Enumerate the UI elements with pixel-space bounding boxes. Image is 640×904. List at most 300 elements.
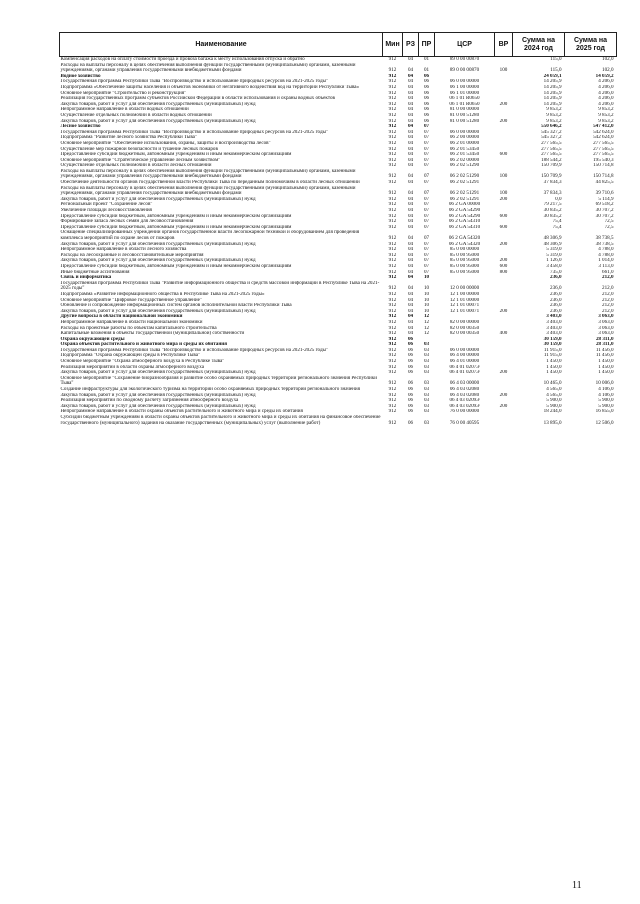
- row-rz: 04: [407, 275, 414, 281]
- row-sum-2025: 3 063,0: [598, 314, 614, 320]
- row-sum-2025: 4 206,0: [598, 101, 614, 107]
- row-vr: 200: [499, 241, 508, 247]
- row-name: Реализация мероприятий по сводному расчету загрязнения атмосферного воздуха: [60, 398, 239, 404]
- row-rz: 06: [407, 387, 414, 393]
- row-csr: 06 4 03 02080: [449, 387, 480, 393]
- row-sum-2024: 550 646,2: [541, 124, 562, 130]
- row-sum-2024: 30 159,0: [543, 336, 562, 342]
- row-sum-2025: 1 450,0: [598, 370, 614, 376]
- row-pr: 06: [423, 118, 430, 124]
- row-name: Расходы на лесоохранные и лесовосстановительные мероприятия: [60, 252, 204, 258]
- row-csr: 06 0 00 00000: [449, 79, 480, 85]
- row-sum-2025: 212,0: [602, 275, 614, 281]
- header-rz: РЗ: [403, 33, 419, 57]
- row-sum-2025: 212,0: [602, 291, 614, 297]
- row-min: 912: [388, 342, 397, 348]
- row-vr: [495, 415, 513, 426]
- row-sum-2025: 69 518,2: [595, 202, 614, 208]
- row-rz: 06: [407, 342, 414, 348]
- row-sum-2024: 3 403,0: [546, 325, 562, 331]
- row-csr: 85 0 00 95000: [449, 269, 480, 275]
- row-csr: 06 2 02 00000: [449, 157, 480, 163]
- row-vr: 200: [499, 118, 508, 124]
- row-pr: 06: [423, 84, 430, 90]
- row-pr: 12: [423, 331, 430, 337]
- row-sum-2025: 5 114,9: [598, 196, 614, 202]
- row-sum-2024: 14 205,9: [543, 84, 562, 90]
- header-csr: ЦСР: [435, 33, 495, 57]
- row-pr: 06: [423, 107, 430, 113]
- row-rz: 04: [407, 157, 414, 163]
- row-sum-2024: 13 895,0: [543, 419, 562, 426]
- row-pr: 07: [423, 263, 430, 269]
- row-csr: 82 0 00 00000: [449, 319, 480, 325]
- row-sum-2025: 5 900,0: [598, 398, 614, 404]
- row-pr: 07: [423, 152, 430, 158]
- row-sum-2024: 14 205,9: [543, 96, 562, 102]
- row-sum-2025: 44 825,5: [595, 180, 614, 186]
- row-min: 912: [388, 331, 397, 337]
- row-min: 912: [388, 387, 397, 393]
- row-pr: 03: [423, 380, 430, 387]
- row-csr: 06 2 01 53450: [449, 146, 480, 152]
- row-rz: 04: [407, 219, 414, 225]
- row-sum-2025: 4 206,0: [598, 90, 614, 96]
- row-min: 912: [388, 135, 397, 141]
- row-sum-2025: 72,5: [604, 219, 614, 225]
- row-pr: 06: [423, 101, 430, 107]
- row-min: 912: [388, 101, 397, 107]
- row-name: Непрограммное направление в области охраны объектов растительного и животного мира и среды их обитания: [60, 409, 303, 415]
- row-csr: 06 2 02 51291: [449, 180, 480, 186]
- row-csr: 06 0 00 00000: [449, 347, 480, 353]
- row-name: Государственная программа Республики Тыва "Воспроизводство и использование природных ресурсов на 2021-2025 годы": [60, 129, 329, 135]
- row-sum-2025: 4 206,0: [598, 84, 614, 90]
- row-vr: 200: [499, 392, 508, 398]
- row-name: Предоставление субсидий бюджетным, автономным учреждениям и иным некоммерческим организациям: [60, 263, 292, 269]
- row-min: 912: [388, 252, 397, 258]
- row-csr: 06 4 03 02080: [449, 392, 480, 398]
- row-sum-2024: 236,0: [550, 291, 562, 297]
- row-rz: 04: [407, 67, 414, 74]
- budget-table: [59, 32, 617, 426]
- row-sum-2024: 5 319,0: [546, 247, 562, 253]
- row-sum-2024: 545 327,2: [541, 135, 562, 141]
- row-min: 912: [388, 359, 397, 365]
- row-sum-2024: 1 450,0: [546, 359, 562, 365]
- row-pr: 03: [423, 359, 430, 365]
- row-sum-2024: 1 450,0: [546, 370, 562, 376]
- table-row: [60, 230, 617, 241]
- row-pr: 01: [423, 56, 430, 62]
- row-min: 912: [388, 325, 397, 331]
- row-sum-2024: 48 306,9: [543, 241, 562, 247]
- row-pr: 07: [423, 157, 430, 163]
- row-pr: 07: [423, 140, 430, 146]
- row-csr: 06 4 01 0207Э: [449, 370, 480, 376]
- row-csr: 12 1 01 00071: [449, 308, 480, 314]
- row-min: 912: [388, 213, 397, 219]
- row-rz: 04: [407, 190, 414, 197]
- row-rz: 06: [407, 353, 414, 359]
- row-vr: 600: [499, 213, 508, 219]
- row-name: Непрограммное направление в области национальной экономики: [60, 319, 203, 325]
- table-row: [60, 63, 617, 74]
- row-name: Закупка товаров, работ и услуг для обеспечения государственных (муниципальных) нужд: [60, 308, 256, 314]
- row-csr: 82 0 00 00350: [449, 325, 480, 331]
- row-csr: 06 2 GA 00000: [448, 202, 481, 208]
- row-rz: 04: [407, 314, 414, 320]
- row-pr: 07: [423, 235, 430, 241]
- row-name: Государственная программа Республики Тыва "Воспроизводство и использование природных ресурсов на 2021-2025 годы": [60, 347, 329, 353]
- row-min: 912: [388, 129, 397, 135]
- row-rz: 04: [407, 180, 414, 186]
- row-rz: 04: [407, 163, 414, 169]
- row-pr: 07: [423, 224, 430, 230]
- row-min: 912: [388, 269, 397, 275]
- row-sum-2024: 735,0: [550, 269, 562, 275]
- row-csr: 06 2 GA 54320: [448, 241, 481, 247]
- row-name: Осуществление отдельных полномочий в области водных отношений: [60, 112, 212, 118]
- row-pr: 10: [423, 285, 430, 292]
- row-rz: 04: [407, 101, 414, 107]
- row-rz: 06: [407, 392, 414, 398]
- row-rz: 04: [407, 73, 414, 79]
- table-row: [60, 376, 617, 387]
- row-name: Подпрограмма «Обеспечение защиты населения и объектов экономики от негативного воздействия вод на территории Республики Тыва»: [60, 84, 360, 90]
- row-pr: 03: [423, 364, 430, 370]
- row-rz: 04: [407, 208, 414, 214]
- row-rz: 04: [407, 241, 414, 247]
- row-rz: 04: [407, 196, 414, 202]
- row-sum-2025: 30 707,2: [595, 213, 614, 219]
- row-name: Связь и информатика: [60, 275, 112, 281]
- row-name: Подпрограмма «Развитие информационного общества в Республике Тыва на 2021-2025 годы»: [60, 291, 265, 297]
- row-rz: 04: [407, 140, 414, 146]
- row-rz: 04: [407, 96, 414, 102]
- row-min: 912: [388, 308, 397, 314]
- row-rz: 04: [407, 129, 414, 135]
- row-pr: 07: [423, 124, 430, 130]
- row-pr: 01: [423, 67, 430, 74]
- row-name: Закупка товаров, работ и услуг для обеспечения государственных (муниципальных) нужд: [60, 196, 256, 202]
- row-name: Расходы на проектные работы по объектам капитального строительства: [60, 325, 217, 331]
- row-pr: 10: [423, 303, 430, 309]
- row-rz: 04: [407, 297, 414, 303]
- row-min: 912: [388, 73, 397, 79]
- row-pr: 03: [423, 403, 430, 409]
- row-name: Субсидии бюджетным учреждениям в области охраны объектов растительного и животного мира и среды их обитания на финансовое обеспечение государственного (муниципального) задания на оказание государственных (муниципальных) услуг (выполнение работ): [60, 415, 381, 426]
- row-vr: 100: [499, 173, 508, 180]
- row-name: Закупка товаров, работ и услуг для обеспечения государственных (муниципальных) нужд: [60, 118, 256, 124]
- row-name: Закупка товаров, работ и услуг для обеспечения государственных (муниципальных) нужд: [60, 101, 256, 107]
- row-name: Предоставление субсидий бюджетным, автономным учреждениям и иным некоммерческим организациям: [60, 224, 292, 230]
- row-vr: 100: [499, 67, 508, 74]
- row-pr: 07: [423, 269, 430, 275]
- row-csr: 06 2 01 53450: [449, 152, 480, 158]
- row-sum-2024: 5 319,0: [546, 252, 562, 258]
- row-pr: 10: [423, 291, 430, 297]
- row-sum-2024: 4 565,0: [546, 392, 562, 398]
- row-min: 912: [388, 84, 397, 90]
- row-sum-2025: 3 063,0: [598, 331, 614, 337]
- row-rz: 06: [407, 398, 414, 404]
- row-pr: 07: [423, 190, 430, 197]
- row-rz: 06: [407, 419, 414, 426]
- row-sum-2024: 3 403,0: [546, 314, 562, 320]
- row-pr: 07: [423, 163, 430, 169]
- row-name: Оснащение специализированных учреждений органов государственной власти лесопожарной техникой и оборудованием для проведения комплекса мероприятий по охране лесов от пожаров: [60, 230, 360, 241]
- row-rz: 06: [407, 409, 414, 415]
- row-csr: 06 4 03 0209Э: [449, 398, 480, 404]
- row-rz: 06: [407, 403, 414, 409]
- row-csr: 81 0 00 51280: [449, 112, 480, 118]
- row-pr: 06: [423, 90, 430, 96]
- row-sum-2024: 3 403,0: [546, 319, 562, 325]
- row-min: 912: [388, 173, 397, 180]
- row-sum-2024: 115,0: [550, 67, 562, 74]
- row-rz: 04: [407, 252, 414, 258]
- row-csr: 06 2 GA 54290: [448, 213, 481, 219]
- row-min: 912: [388, 202, 397, 208]
- row-csr: 06 1 00 00000: [449, 84, 480, 90]
- row-min: 912: [388, 353, 397, 359]
- row-sum-2025: 3 063,0: [598, 325, 614, 331]
- row-min: 912: [388, 124, 397, 130]
- row-pr: 03: [423, 347, 430, 353]
- row-sum-2025: 542 624,0: [593, 129, 614, 135]
- row-sum-2025: 4 106,0: [598, 392, 614, 398]
- row-sum-2024: 5 900,0: [546, 403, 562, 409]
- row-sum-2025: 39 710,6: [595, 190, 614, 197]
- row-csr: 06 2 GA 54310: [448, 219, 481, 225]
- row-name: Закупка товаров, работ и услуг для обеспечения государственных (муниципальных) нужд: [60, 370, 256, 376]
- row-name: Закупка товаров, работ и услуг для обеспечения государственных (муниципальных) нужд: [60, 403, 256, 409]
- row-name: Компенсация расходов на оплату стоимости проезда и провоза багажа к месту использования отпуска и обратно: [60, 56, 305, 62]
- header-pr: ПР: [419, 33, 435, 57]
- row-pr: 07: [423, 219, 430, 225]
- row-min: 912: [388, 112, 397, 118]
- row-min: 912: [388, 196, 397, 202]
- row-pr: 12: [423, 314, 430, 320]
- row-pr: 07: [423, 135, 430, 141]
- row-sum-2025: 14 059,2: [595, 73, 614, 79]
- row-min: 912: [388, 275, 397, 281]
- row-sum-2024: 150 709,9: [541, 173, 562, 180]
- row-rz: 06: [407, 364, 414, 370]
- row-csr: 06 2 00 00000: [449, 135, 480, 141]
- row-pr: 03: [423, 392, 430, 398]
- row-sum-2025: 277 565,5: [593, 152, 614, 158]
- row-rz: 04: [407, 118, 414, 124]
- row-sum-2024: 30 159,0: [543, 342, 562, 348]
- row-min: 912: [388, 208, 397, 214]
- row-pr: 07: [423, 258, 430, 264]
- table-row: [60, 169, 617, 180]
- row-sum-2024: 150 709,9: [541, 163, 562, 169]
- row-csr: 06 2 GA 54290: [448, 208, 481, 214]
- row-min: 912: [388, 370, 397, 376]
- row-pr: 07: [423, 213, 430, 219]
- row-pr: 06: [423, 73, 430, 79]
- row-csr: 06 1 01 R0650: [449, 96, 480, 102]
- row-sum-2024: 236,0: [550, 297, 562, 303]
- row-name: Реализация государственных программ субъектов Российской Федерации в области использования и охраны водных объектов: [60, 96, 335, 102]
- row-min: 912: [388, 297, 397, 303]
- row-name: Предоставление субсидий бюджетным, автономным учреждениям и иным некоммерческим организациям: [60, 152, 292, 158]
- row-sum-2025: 9 853,2: [598, 107, 614, 113]
- row-sum-2024: 236,0: [550, 308, 562, 314]
- row-sum-2024: 11 915,0: [543, 353, 562, 359]
- row-name: Предоставление субсидий бюджетным, автономным учреждениям и иным некоммерческим организациям: [60, 213, 292, 219]
- row-rz: 04: [407, 235, 414, 241]
- page-number: 11: [572, 880, 582, 891]
- row-rz: 04: [407, 224, 414, 230]
- row-sum-2025: 1 450,0: [598, 359, 614, 365]
- table-header-row: [60, 33, 617, 57]
- row-csr: 12 0 00 00000: [449, 285, 480, 292]
- row-name: Расходы на выплаты персоналу в целях обеспечения выполнения функций государственными (муниципальными) органами, казенными учреждениями, органами управления государственными внебюджетными фондами: [60, 62, 356, 74]
- row-vr: 100: [499, 190, 508, 197]
- row-min: 912: [388, 152, 397, 158]
- row-sum-2024: 79 217,5: [543, 202, 562, 208]
- row-vr: 200: [499, 308, 508, 314]
- row-sum-2025: 195 540,3: [593, 157, 614, 163]
- row-rz: 04: [407, 213, 414, 219]
- row-name: Обеспечение деятельности органов государственной власти Республики Тыва по переданным полномочиям в области лесных отношений: [60, 180, 360, 186]
- row-rz: 04: [407, 90, 414, 96]
- row-vr: 600: [499, 152, 508, 158]
- row-name: Основное мероприятие "Строительство и реконструкция": [60, 90, 187, 96]
- row-sum-2025: 150 714,8: [593, 173, 614, 180]
- row-name: Расходы на выплаты персоналу в целях обеспечения выполнения функций государственными (муниципальными) органами, казенными учреждениями, органами управления государственными внебюджетными фондами: [60, 168, 356, 180]
- row-min: 912: [388, 224, 397, 230]
- row-csr: 06 4 03 00000: [449, 380, 480, 387]
- row-name: Региональный проект "Сохранение лесов": [60, 202, 153, 208]
- row-min: 912: [388, 241, 397, 247]
- row-sum-2025: 11 456,0: [595, 347, 614, 353]
- row-sum-2024: 3 458,0: [546, 263, 562, 269]
- row-min: 912: [388, 56, 397, 62]
- row-vr: [495, 230, 513, 241]
- row-rz: 04: [407, 285, 414, 292]
- row-sum-2024: 24 059,1: [543, 73, 562, 79]
- row-sum-2025: 547 412,0: [593, 124, 614, 130]
- row-pr: 12: [423, 325, 430, 331]
- row-min: 912: [388, 319, 397, 325]
- row-pr: 03: [423, 342, 430, 348]
- row-csr: 82 0 00 00350: [449, 331, 480, 337]
- row-vr: 200: [499, 258, 508, 264]
- row-pr: 10: [423, 297, 430, 303]
- row-min: 912: [388, 96, 397, 102]
- row-min: 912: [388, 79, 397, 85]
- row-sum-2024: 277 565,5: [541, 152, 562, 158]
- row-vr: 600: [499, 224, 508, 230]
- row-name: Охрана объектов растительного и животного мира и среды их обитания: [60, 342, 227, 348]
- row-min: 912: [388, 140, 397, 146]
- row-sum-2024: 3 403,0: [546, 331, 562, 337]
- row-sum-2024: 14 205,9: [543, 79, 562, 85]
- row-pr: 07: [423, 146, 430, 152]
- row-pr: 07: [423, 241, 430, 247]
- row-rz: 04: [407, 263, 414, 269]
- row-name: Обновление и сопровождение информационных систем органов исполнительной власти Республики Тыва: [60, 303, 292, 309]
- row-sum-2024: 5 900,0: [546, 398, 562, 404]
- row-rz: 04: [407, 84, 414, 90]
- row-sum-2025: 277 565,5: [593, 140, 614, 146]
- row-rz: 04: [407, 135, 414, 141]
- row-pr: 06: [423, 112, 430, 118]
- row-sum-2025: 4 106,0: [598, 387, 614, 393]
- table-row: [60, 415, 617, 426]
- row-min: 912: [388, 419, 397, 426]
- row-sum-2025: 212,0: [602, 303, 614, 309]
- row-csr: 06 2 02 51290: [449, 163, 480, 169]
- row-sum-2024: 14 205,9: [543, 101, 562, 107]
- row-sum-2025: 102,0: [602, 67, 614, 74]
- row-sum-2025: 661,0: [602, 269, 614, 275]
- row-sum-2025: 10 006,0: [595, 380, 614, 387]
- row-csr: 89 0 00 00870: [449, 67, 480, 74]
- row-min: 912: [388, 398, 397, 404]
- row-sum-2025: 4 788,0: [598, 247, 614, 253]
- row-csr: 06 2 02 51291: [449, 196, 480, 202]
- row-min: 912: [388, 291, 397, 297]
- row-name: Основное мероприятие "Сохранение биоразнообразия и развитие особо охраняемых природных территорий регионального значения Республики Тыва": [60, 375, 377, 387]
- row-pr: 10: [423, 275, 430, 281]
- row-sum-2025: 9 853,2: [598, 118, 614, 124]
- row-rz: 04: [407, 247, 414, 253]
- row-vr: 200: [499, 403, 508, 409]
- row-pr: 07: [423, 129, 430, 135]
- row-sum-2025: 5 900,0: [598, 403, 614, 409]
- row-rz: 04: [407, 112, 414, 118]
- row-min: 912: [388, 118, 397, 124]
- row-csr: 81 0 00 51280: [449, 118, 480, 124]
- row-pr: 06: [423, 96, 430, 102]
- row-sum-2025: 150 714,8: [593, 163, 614, 169]
- row-sum-2025: 212,0: [602, 297, 614, 303]
- row-name: Государственная программа Республики Тыва "Воспроизводство и использование природных ресурсов на 2021-2025 годы": [60, 79, 329, 85]
- row-csr: 76 0 00 40595: [449, 419, 480, 426]
- row-min: 912: [388, 247, 397, 253]
- row-min: 912: [388, 285, 397, 292]
- row-csr: 85 0 00 00000: [449, 247, 480, 253]
- row-pr: 03: [423, 419, 430, 426]
- row-vr: 200: [499, 370, 508, 376]
- row-sum-2024: 1 450,0: [546, 364, 562, 370]
- table-body: [60, 57, 617, 427]
- header-sum-2024: Сумма на 2024 год: [513, 33, 565, 57]
- row-pr: 07: [423, 196, 430, 202]
- row-rz: 04: [407, 325, 414, 331]
- row-rz: 04: [407, 291, 414, 297]
- row-sum-2025: 4 206,0: [598, 79, 614, 85]
- row-name: Реализация мероприятий в области охраны атмосферного воздуха: [60, 364, 205, 370]
- row-name: Водное хозяйство: [60, 73, 101, 79]
- row-name: Лесное хозяйство: [60, 124, 101, 130]
- row-sum-2025: 16 855,0: [595, 409, 614, 415]
- row-csr: 81 0 00 00000: [449, 107, 480, 113]
- row-sum-2025: 4 206,0: [598, 96, 614, 102]
- row-name: Государственная программа Республики Тыва "Развитие информационного общества и средств массовой информации в Республике Тыва на 2021-2025 годы": [60, 280, 380, 292]
- row-name: Закупка товаров, работ и услуг для обеспечения государственных (муниципальных) нужд: [60, 392, 256, 398]
- row-sum-2024: 9 853,2: [546, 118, 562, 124]
- row-min: 912: [388, 163, 397, 169]
- row-csr: 06 2 01 00000: [449, 140, 480, 146]
- row-csr: 06 2 GA 54310: [448, 224, 481, 230]
